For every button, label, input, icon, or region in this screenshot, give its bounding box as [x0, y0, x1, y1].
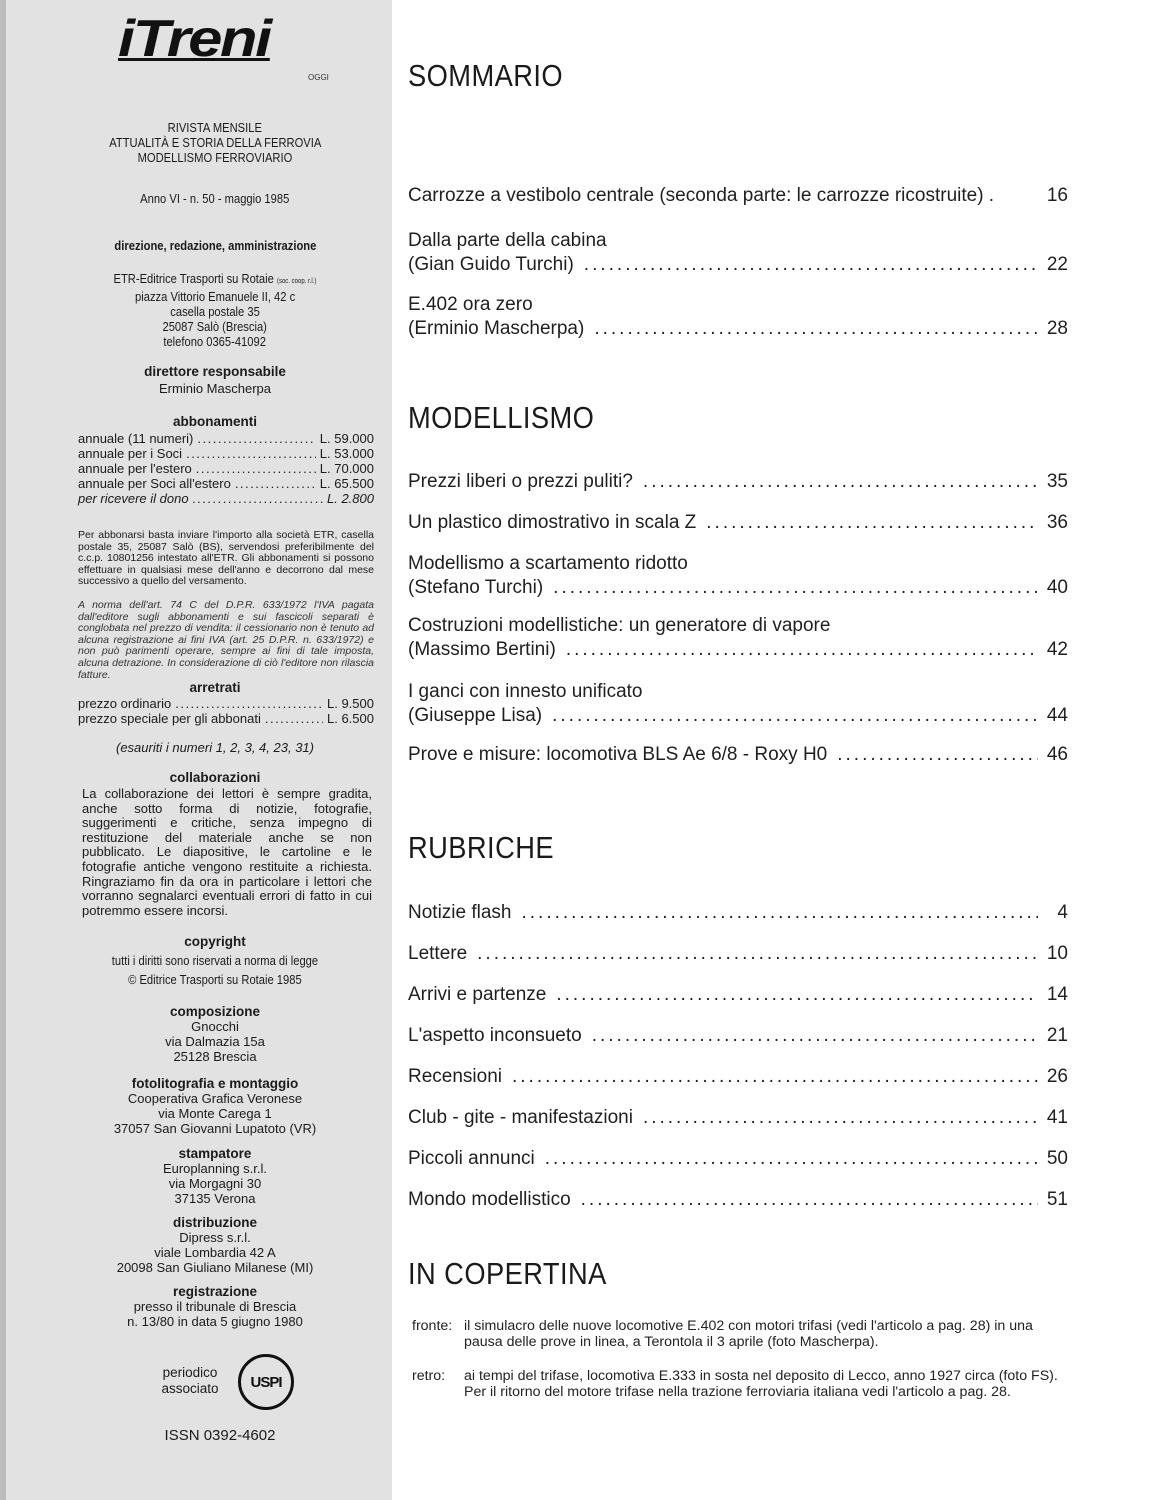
entry-page: 21 — [1046, 1025, 1068, 1046]
direzione-heading — [60, 238, 370, 253]
abbonamenti-list — [78, 431, 374, 506]
price-row: annuale per l'estero ..... L. 70.000 — [78, 461, 374, 476]
entry-title: Club - gite - manifestazioni — [408, 1107, 633, 1128]
section-heading: collaborazioni — [169, 770, 261, 785]
distribuzione-block — [60, 1215, 370, 1275]
entry-title: E.402 ora zero — [408, 294, 533, 315]
credit-line: presso il tribunale di Brescia — [133, 1299, 297, 1314]
esauriti-note: (esauriti i numeri 1, 2, 3, 4, 23, 31) — [116, 740, 314, 755]
entry-title: Prezzi liberi o prezzi puliti? — [408, 471, 633, 492]
section-heading: distribuzione — [173, 1215, 257, 1230]
entry-title: Notizie flash — [408, 902, 512, 923]
section-heading: stampatore — [178, 1146, 252, 1161]
credit-line: Dipress s.r.l. — [179, 1230, 251, 1245]
entry-title: Piccoli annunci — [408, 1148, 535, 1169]
tagline — [60, 120, 370, 165]
address-line: telefono 0365-41092 — [163, 334, 267, 349]
credit-line: viale Lombardia 42 A — [154, 1245, 276, 1260]
credit-line: via Monte Carega 1 — [158, 1106, 272, 1121]
fotolito-block — [60, 1076, 370, 1136]
cover-label: retro: — [412, 1368, 446, 1384]
arretrati-heading — [60, 680, 370, 695]
entry-title: I ganci con innesto unificato — [408, 681, 643, 702]
toc-entry[interactable] — [408, 1106, 1068, 1130]
entry-page: 41 — [1046, 1107, 1068, 1128]
credit-line: Europlanning s.r.l. — [162, 1161, 268, 1176]
entry-author: (Giuseppe Lisa) — [408, 705, 543, 726]
entry-page: 10 — [1046, 943, 1068, 964]
issue-text: Anno VI - n. 50 - maggio 1985 — [140, 191, 290, 206]
section-heading: abbonamenti — [172, 414, 257, 429]
section-heading: arretrati — [189, 680, 241, 695]
entry-title: Un plastico dimostrativo in scala Z — [408, 512, 697, 533]
toc-entry[interactable] — [408, 293, 1068, 341]
registrazione-block — [60, 1284, 370, 1329]
associato-label — [150, 1365, 230, 1397]
director-name: Erminio Mascherpa — [159, 381, 271, 396]
entry-page: 44 — [1046, 705, 1068, 726]
cover-label: fronte: — [412, 1318, 453, 1334]
price-row: prezzo speciale per gli abbonati ..... L. 6.500 — [78, 711, 374, 726]
copertina-title: IN COPERTINA — [408, 1256, 607, 1291]
logo-sub: OGGI — [308, 73, 329, 82]
cover-caption: il simulacro delle nuove locomotive E.402 con motori trifasi (vedi l'articolo a pag. 28) in una pausa delle prove in linea, a Terontola il 3 aprile (foto Mascherpa). — [464, 1318, 1033, 1350]
section-heading: copyright — [184, 934, 246, 949]
tagline-line: RIVISTA MENSILE — [167, 120, 263, 135]
toc-entry[interactable] — [408, 1147, 1068, 1171]
price-row: annuale (11 numeri) ..... L. 59.000 — [78, 431, 374, 446]
magazine-logo — [118, 10, 329, 84]
address-line: casella postale 35 — [170, 304, 260, 319]
section-heading: direttore responsabile — [144, 364, 286, 379]
modellismo-title: MODELLISMO — [408, 400, 595, 435]
section-heading: registrazione — [172, 1284, 258, 1299]
uspi-logo-text: USPI — [250, 1373, 282, 1391]
entry-title: Costruzioni modellistiche: un generatore di vapore — [408, 615, 831, 636]
price-row: annuale per Soci all'estero ..... L. 65.500 — [78, 476, 374, 491]
toc-entry[interactable] — [408, 743, 1068, 767]
entry-page: 40 — [1046, 577, 1068, 598]
iva-note: A norma dell'art. 74 C del D.P.R. 633/1972 l'IVA pagata dall'editore sugli abbonamenti e sui fascicoli separati è conglobata nel prezzo di vendita: il cessionario non è tenuto ad alcuna registrazione ai fini IVA (art. 25 D.P.R. n. 633/1972) e non può parimenti operare, sempre ai fini di tale imposta, alcuna detrazione. In considerazione di ciò l'editore non rilascia fatture. — [78, 599, 374, 681]
price-row: prezzo ordinario ..... L. 9.500 — [78, 696, 374, 711]
stampatore-block — [60, 1146, 370, 1206]
composizione-block — [60, 1004, 370, 1064]
address-line: piazza Vittorio Emanuele II, 42 c — [134, 289, 296, 304]
toc-entry[interactable] — [408, 942, 1068, 966]
entry-author: (Gian Guido Turchi) — [408, 254, 574, 275]
tagline-line: ATTUALITÀ E STORIA DELLA FERROVIA — [108, 135, 322, 150]
price-row: annuale per i Soci ..... L. 53.000 — [78, 446, 374, 461]
colophon-column — [0, 0, 392, 1500]
entry-title: Mondo modellistico — [408, 1189, 571, 1210]
direttore-block — [60, 364, 370, 396]
credit-line: n. 13/80 in data 5 giugno 1980 — [127, 1314, 303, 1329]
toc-entry[interactable] — [408, 184, 1068, 208]
credit-line: via Dalmazia 15a — [165, 1034, 265, 1049]
toc-entry[interactable] — [408, 1065, 1068, 1089]
associato-line: associato — [161, 1381, 219, 1396]
entry-page: 14 — [1046, 984, 1068, 1005]
entry-title: Carrozze a vestibolo centrale (seconda parte: le carrozze ricostruite) . — [408, 185, 995, 206]
toc-entry[interactable] — [408, 229, 1068, 277]
direzione-block — [60, 271, 370, 349]
toc-entry[interactable] — [408, 680, 1068, 728]
cover-front — [412, 1318, 1072, 1350]
issn: ISSN 0392-4602 — [164, 1427, 276, 1444]
toc-entry[interactable] — [408, 1188, 1068, 1212]
entry-title: Dalla parte della cabina — [408, 230, 607, 251]
issue-info — [60, 191, 370, 206]
section-heading: fotolitografia e montaggio — [131, 1076, 299, 1091]
entry-page: 16 — [1046, 185, 1068, 206]
cover-caption: ai tempi del trifase, locomotiva E.333 in sosta nel deposito di Lecco, anno 1927 circa (foto FS). Per il ritorno del motore trifase nella trazione ferroviaria italiana vedi l'articolo a pag. 28. — [464, 1368, 1058, 1400]
entry-author: (Erminio Mascherpa) — [408, 318, 585, 339]
publisher-name: ETR-Editrice Trasporti su Rotaie — [113, 271, 274, 286]
associato-line: periodico — [162, 1365, 218, 1380]
credit-line: 20098 San Giuliano Milanese (MI) — [116, 1260, 314, 1275]
toc-entry[interactable] — [408, 1024, 1068, 1048]
publisher-note: (soc. coop. r.l.) — [276, 278, 317, 285]
entry-page: 42 — [1046, 639, 1068, 660]
page-edge — [0, 0, 6, 1500]
entry-page: 51 — [1046, 1189, 1068, 1210]
rubriche-title: RUBRICHE — [408, 830, 554, 865]
entry-page: 28 — [1046, 318, 1068, 339]
abbonamenti-heading — [60, 414, 370, 429]
entry-title: Modellismo a scartamento ridotto — [408, 553, 688, 574]
entry-title: L'aspetto inconsueto — [408, 1025, 582, 1046]
section-heading: composizione — [169, 1004, 260, 1019]
tagline-line: MODELLISMO FERROVIARIO — [137, 150, 293, 165]
toc-entry[interactable] — [408, 614, 1068, 662]
entry-page: 36 — [1046, 512, 1068, 533]
entry-page: 4 — [1057, 902, 1068, 923]
collaborazioni-text: La collaborazione dei lettori è sempre gradita, anche sotto forma di notizie, fotografie, suggerimenti e critiche, senza impegno di restituzione del materiale anche se non pubblicato. Le diapositive, le cartoline e le fotografie antiche vengono restituite a richiesta. Ringraziamo fin da ora in particolare i lettori che vorranno segnalarci eventuali errori di fatto in cui potremmo essere incorsi. — [82, 786, 372, 918]
credit-line: Gnocchi — [191, 1019, 239, 1034]
entry-page: 50 — [1046, 1148, 1068, 1169]
credit-line: Cooperativa Grafica Veronese — [127, 1091, 303, 1106]
entry-page: 35 — [1046, 471, 1068, 492]
abbonamenti-note: Per abbonarsi basta inviare l'importo alla società ETR, casella postale 35, 25087 Salò (BS), servendosi preferibilmente del c.c.p. 10801256 intestato all'ETR. Gli abbonamenti si possono effettuare in qualsiasi mese dell'anno e decorrono dal mese successivo a quello del versamento. — [78, 529, 374, 588]
toc-entry[interactable] — [408, 983, 1068, 1007]
entry-title: Lettere — [408, 943, 468, 964]
entry-page: 46 — [1046, 744, 1068, 765]
entry-author: (Massimo Bertini) — [408, 639, 556, 660]
copyright-line: © Editrice Trasporti su Rotaie 1985 — [128, 972, 302, 987]
entry-page: 26 — [1046, 1066, 1068, 1087]
toc-entry[interactable] — [408, 552, 1068, 600]
sommario-title: SOMMARIO — [408, 58, 564, 93]
entry-title: Arrivi e partenze — [408, 984, 547, 1005]
toc-entry[interactable] — [408, 511, 1068, 535]
arretrati-list — [78, 696, 374, 726]
toc-entry[interactable] — [408, 901, 1068, 925]
entry-title: Recensioni — [408, 1066, 502, 1087]
uspi-logo — [238, 1354, 294, 1410]
section-heading: direzione, redazione, amministrazione — [114, 238, 316, 253]
copyright-block — [60, 934, 370, 987]
credit-line: 37057 San Giovanni Lupatoto (VR) — [113, 1121, 317, 1136]
cover-back — [412, 1368, 1072, 1400]
address-line: 25087 Salò (Brescia) — [162, 319, 268, 334]
table-of-contents — [408, 0, 1068, 1500]
entry-title: Prove e misure: locomotiva BLS Ae 6/8 - Roxy H0 — [408, 744, 828, 765]
entry-author: (Stefano Turchi) — [408, 577, 544, 598]
credit-line: 37135 Verona — [174, 1191, 256, 1206]
credit-line: 25128 Brescia — [173, 1049, 257, 1064]
copyright-line: tutti i diritti sono riservati a norma di legge — [111, 953, 319, 968]
credit-line: via Morgagni 30 — [168, 1176, 262, 1191]
price-row: per ricevere il dono ..... L. 2.800 — [78, 491, 374, 506]
collaborazioni-heading — [60, 770, 370, 785]
toc-entry[interactable] — [408, 470, 1068, 494]
logo-text: iTreni — [118, 10, 270, 68]
entry-page: 22 — [1046, 254, 1068, 275]
